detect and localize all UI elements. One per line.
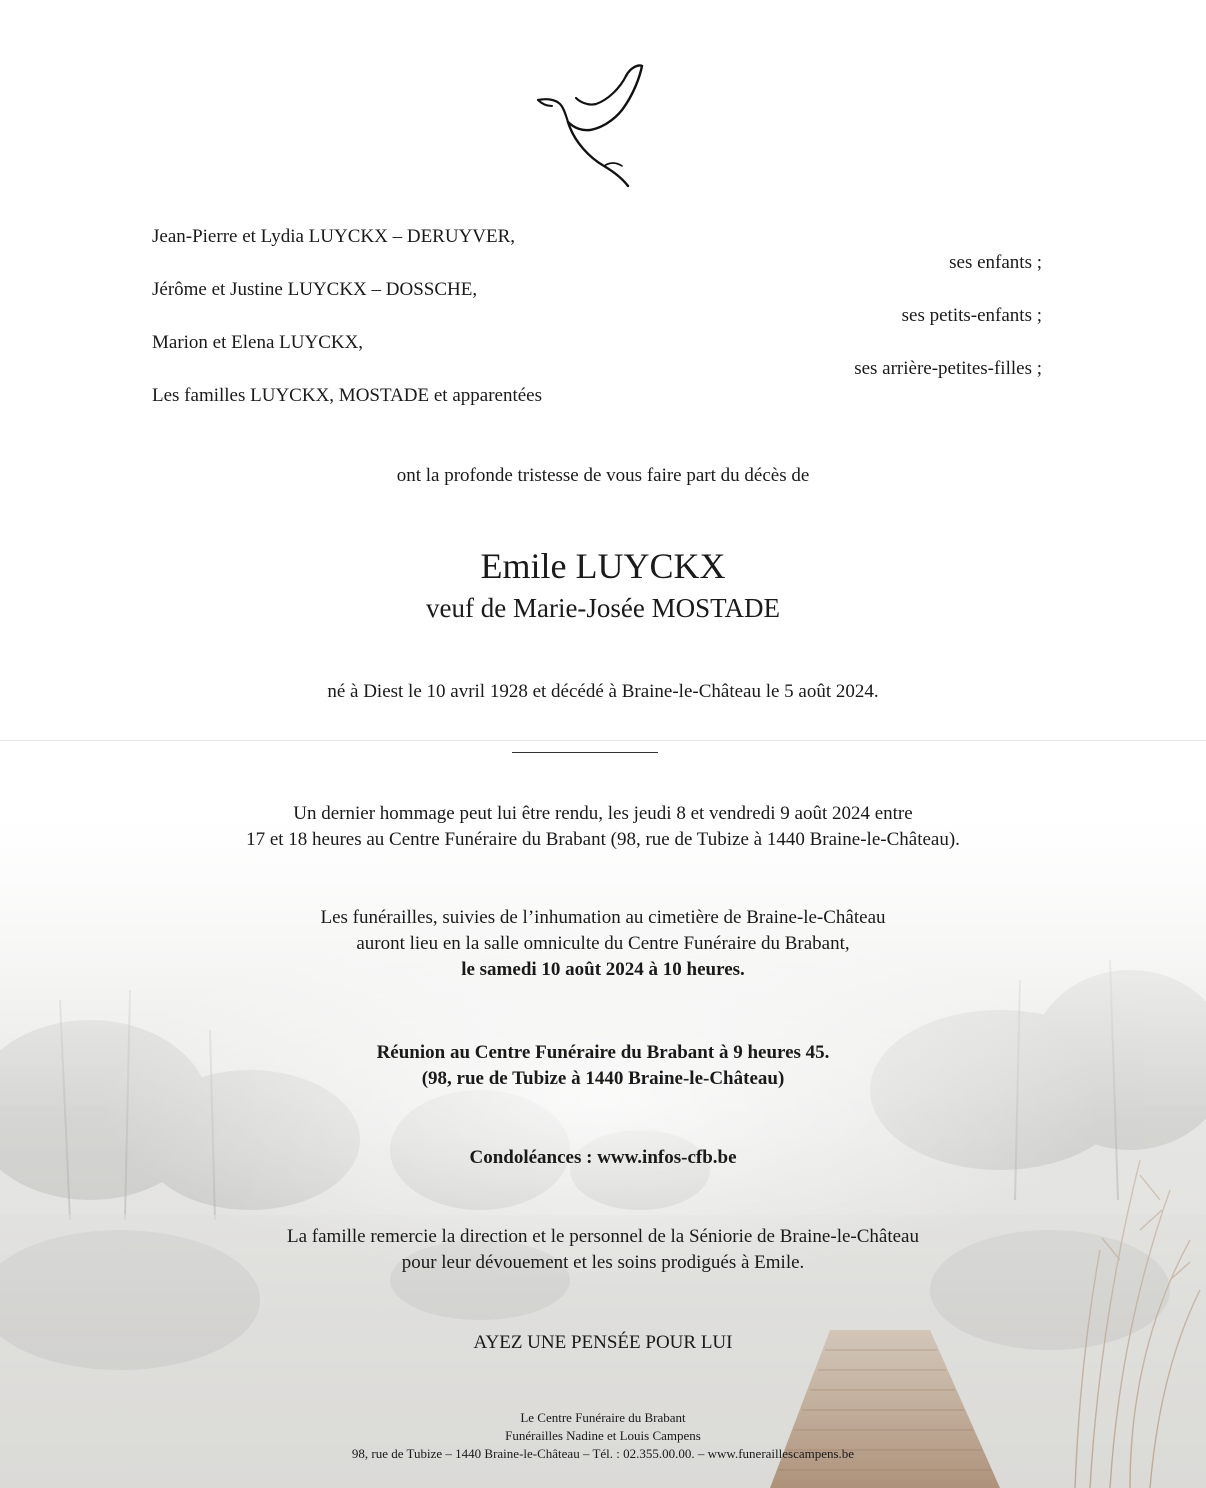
funeral-line-1: Les funérailles, suivies de l’inhumation au cimetière de Braine-le-Château bbox=[320, 907, 886, 928]
widow-of-line: veuf de Marie-Josée MOSTADE bbox=[426, 593, 780, 623]
funeral-line-2: auront lieu en la salle omniculte du Centre Funéraire du Brabant, bbox=[356, 933, 850, 954]
funeral-date: le samedi 10 août 2024 à 10 heures. bbox=[461, 959, 745, 980]
separator-line bbox=[512, 752, 658, 753]
footer-line-1: Le Centre Funéraire du Brabant bbox=[520, 1410, 686, 1425]
closing-line: AYEZ UNE PENSÉE POUR LUI bbox=[473, 1332, 733, 1353]
meeting-line-1: Réunion au Centre Funéraire du Brabant à 9 heures 45. bbox=[376, 1042, 830, 1063]
family-line-grandchildren: Jérôme et Justine LUYCKX – DOSSCHE, bbox=[152, 279, 478, 300]
tribute-line-1: Un dernier hommage peut lui être rendu, les jeudi 8 et vendredi 9 août 2024 entre bbox=[293, 803, 913, 824]
condolences-line: Condoléances : www.infos-cfb.be bbox=[469, 1147, 737, 1168]
relation-children: ses enfants ; bbox=[949, 252, 1042, 273]
relation-great-grandchildren: ses arrière-petites-filles ; bbox=[854, 358, 1042, 379]
family-line-children: Jean-Pierre et Lydia LUYCKX – DERUYVER, bbox=[152, 226, 516, 247]
relation-grandchildren: ses petits-enfants ; bbox=[901, 305, 1042, 326]
family-line-great-grandchildren: Marion et Elena LUYCKX, bbox=[152, 332, 364, 353]
dove-icon bbox=[530, 62, 650, 188]
family-line-families: Les familles LUYCKX, MOSTADE et apparentées bbox=[152, 385, 542, 406]
birth-death-line: né à Diest le 10 avril 1928 et décédé à Braine-le-Château le 5 août 2024. bbox=[327, 681, 879, 702]
footer-line-3: 98, rue de Tubize – 1440 Braine-le-Château – Tél. : 02.355.00.00. – www.funeraillescampens.be bbox=[351, 1446, 855, 1461]
deceased-name: Emile LUYCKX bbox=[480, 546, 726, 586]
thanks-line-2: pour leur dévouement et les soins prodigués à Emile. bbox=[401, 1252, 805, 1273]
announcement-text: ont la profonde tristesse de vous faire part du décès de bbox=[396, 465, 810, 486]
meeting-line-2: (98, rue de Tubize à 1440 Braine-le-Château) bbox=[421, 1068, 785, 1089]
footer-line-2: Funérailles Nadine et Louis Campens bbox=[505, 1428, 701, 1443]
tribute-line-2: 17 et 18 heures au Centre Funéraire du Brabant (98, rue de Tubize à 1440 Braine-le-Château). bbox=[246, 829, 960, 850]
thanks-line-1: La famille remercie la direction et le personnel de la Séniorie de Braine-le-Château bbox=[287, 1226, 919, 1247]
